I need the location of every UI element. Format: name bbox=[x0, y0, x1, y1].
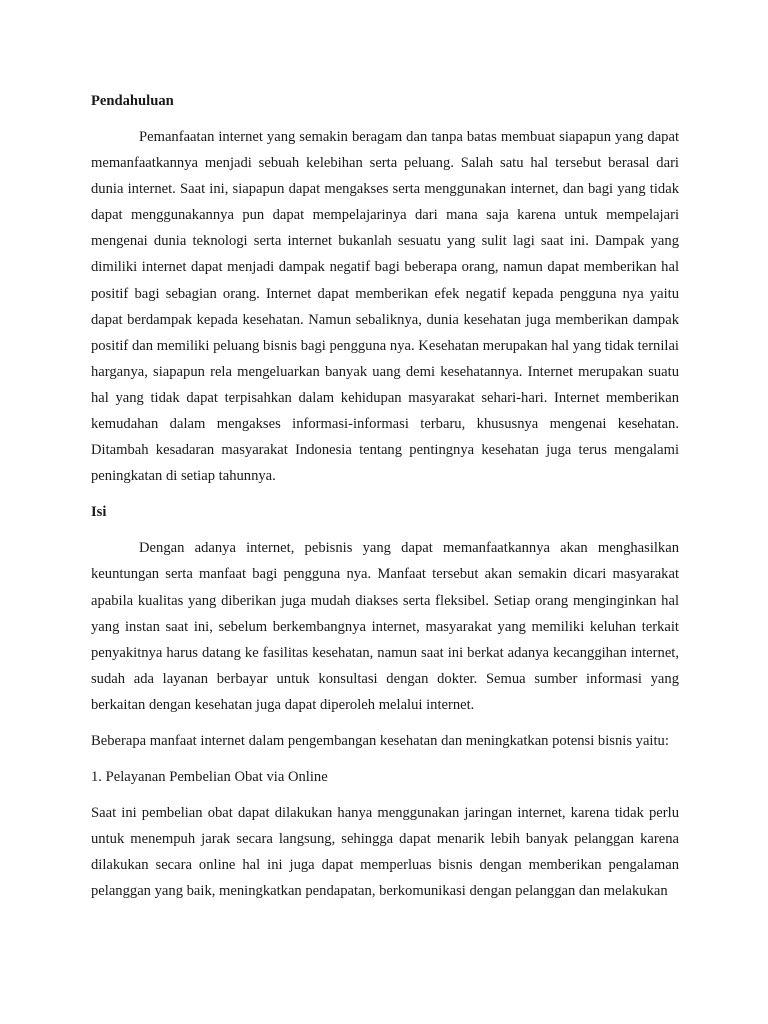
heading-isi: Isi bbox=[91, 504, 107, 521]
intro-paragraph: Pemanfaatan internet yang semakin beragam dan tanpa batas membuat siapapun yang dapat memanfaatkannya menjadi sebuah kelebihan serta peluang. Salah satu hal tersebut berasal dari dunia internet. Saat ini, siapapun dapat mengakses serta menggunakan internet, dan bagi yang tidak dapat menggunakannya pun dapat mempelajarinya dari mana saja karena untuk mempelajari mengenai dunia teknologi serta internet bukanlah sesuatu yang sulit lagi saat ini. Dampak yang dimiliki internet dapat menjadi dampak negatif bagi beberapa orang, namun dapat memberikan hal positif bagi sebagian orang. Internet dapat memberikan efek negatif kepada pengguna nya yaitu dapat berdampak kepada kesehatan. Namun sebaliknya, dunia kesehatan juga memberikan dampak positif dan memiliki peluang bisnis bagi pengguna nya. Kesehatan merupakan hal yang tidak ternilai harganya, siapapun rela mengeluarkan banyak uang demi kesehatannya. Internet merupakan suatu hal yang tidak dapat terpisahkan dalam kehidupan masyarakat sehari-hari. Internet memberikan kemudahan dalam mengakses informasi-informasi terbaru, khususnya mengenai kesehatan. Ditambah kesadaran masyarakat Indonesia tentang pentingnya kesehatan juga terus mengalami peningkatan di setiap tahunnya. bbox=[91, 129, 679, 485]
heading-pendahuluan: Pendahuluan bbox=[91, 93, 174, 109]
item-1-title: 1. Pelayanan Pembelian Obat via Online bbox=[91, 769, 328, 786]
item-1-paragraph: Saat ini pembelian obat dapat dilakukan hanya menggunakan jaringan internet, karena tidak perlu untuk menempuh jarak secara langsung, sehingga dapat menarik lebih banyak pelanggan karena dilakukan secara online hal ini juga dapat memperluas bisnis dengan memberikan pengalaman pelanggan yang baik, meningkatkan pendapatan, berkomunikasi dengan pelanggan dan melakukan bbox=[91, 805, 679, 900]
document-page bbox=[91, 88, 679, 915]
content-paragraph: Dengan adanya internet, pebisnis yang dapat memanfaatkannya akan menghasilkan keuntungan serta manfaat bagi pengguna nya. Manfaat tersebut akan semakin dicari masyarakat apabila kualitas yang diberikan juga mudah diakses serta fleksibel. Setiap orang menginginkan hal yang instan saat ini, sebelum berkembangnya internet, masyarakat yang memiliki keluhan terkait penyakitnya harus datang ke fasilitas kesehatan, namun saat ini berkat adanya kecanggihan internet, sudah ada layanan berbayar untuk konsultasi dengan dokter. Semua sumber informasi yang berkaitan dengan kesehatan juga dapat diperoleh melalui internet. bbox=[91, 540, 679, 713]
benefits-intro: Beberapa manfaat internet dalam pengembangan kesehatan dan meningkatkan potensi bisnis yaitu: bbox=[91, 732, 669, 749]
